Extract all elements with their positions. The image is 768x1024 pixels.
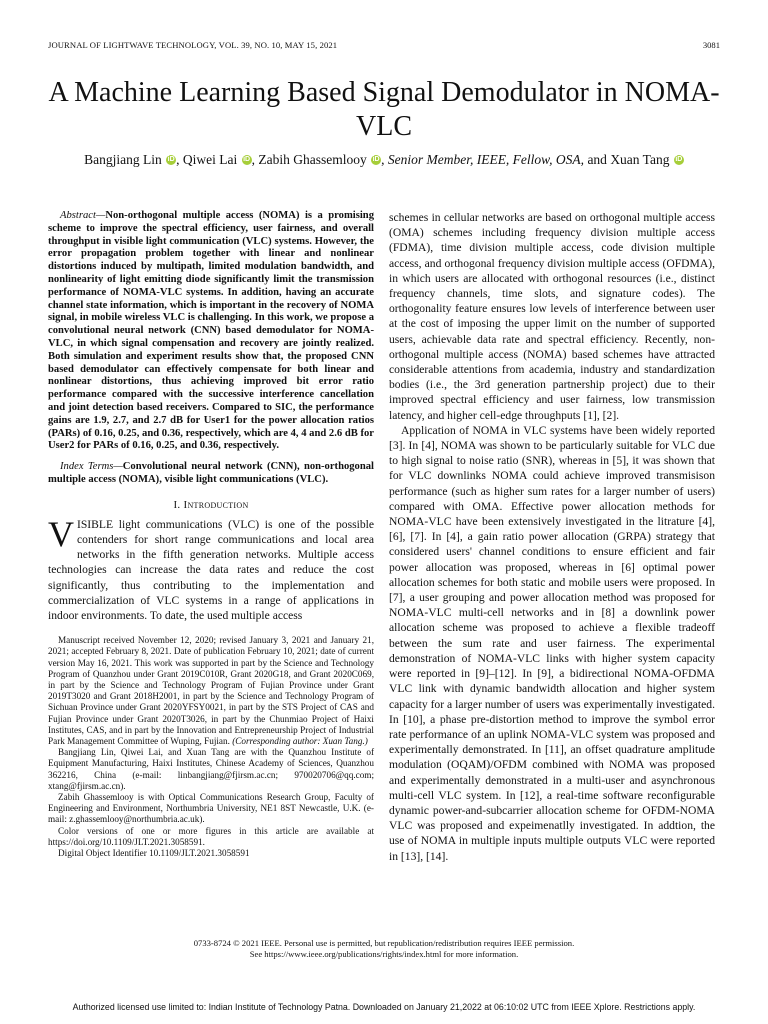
intro-paragraph [48,513,374,623]
section-number: I. [173,498,181,511]
rights-link-line: See https://www.ieee.org/publications/rights/index.html for more information. [249,949,519,959]
orcid-icon[interactable]: iD [675,156,683,163]
footnote-affiliation-2: Zabih Ghassemlooy is with Optical Communications Research Group, Faculty of Engineering and Environment, Northumbria University, NE1 8ST Newcastle, U.K. (e-mail: z.ghassemlooy@northumbria.ac.uk). [48,792,374,825]
intro-text: light communications (VLC) is one of the possible contenders for short range communications and local area networks in the fifth generation networks. Multiple access technologies can increase the data rates and reduce the cost significantly, thus contributing to the implementation and commercialization of VLC systems in a range of applications in indoor environments. To date, the used multiple access [48,517,374,622]
footnote-doi: Digital Object Identifier 10.1109/JLT.2021.3058591 [58,848,250,859]
author-name: Qiwei Lai [182,152,238,167]
abstract-text: Non-orthogonal multiple access (NOMA) is a promising scheme to improve the spectral efficiency, user fairness, and overall throughput in visible light communication (VLC) systems. However, the error propagation problem together with linear and nonlinear distortions induced by multipath, limited modulation bandwidth, and nonlinearity of light emitting diode significantly limit the transmission performance of NOMA-VLC systems. In addition, having an accurate channel state information, which is important in the recovery of NOMA signal, in mobile wireless VLC is challenging. In this work, we propose a convolutional neural network (CNN) based demodulator for NOMA-VLC, in which signal compensation and recovery are jointly realized. Both simulation and experiment results show that, the proposed CNN based demodulator can effectively compensate for both linear and nonlinear distortions, thus achieving improved bit error ratio performance compared with the successive interference cancellation and joint detection based receivers. Compared to SIC, the performance gains are 1.9, 2.7, and 2.7 dB for User1 for the power allocation ratios (PARs) of 0.16, 0.25, and 0.36, respectively, which are 4, 4 and 2.6 dB for User2 for PARs of 0.16, 0.25, and 0.36, respectively. [48,210,374,452]
body-paragraph: schemes in cellular networks are based on orthogonal multiple access (OMA) schemes including frequency division multiple access (FDMA), time division multiple access, code division multiple access, and orthogonal frequency division multiple access (OFDMA), in which users are allocated with orthogonal resources (i.e., distinct frequency channels, time slots, and signature codes). The orthogonality feature ensures low levels of interference between user at the cost of imposing the upper limit on the number of supported users, achievable data rate and spectral efficiency. Recently, non-orthogonal multiple access (NOMA) based schemes have attracted considerable attentions from academia, industry and standardization bodies (i.e., the 3rd generation partnership project) due to their improved spectral efficiency and user fairness, low transmission latency, and higher cell-edge throughputs [1], [2]. [389,211,715,422]
orcid-icon[interactable]: iD [167,156,175,163]
index-terms-text: Convolutional neural network (CNN), non-orthogonal multiple access (NOMA), visible light communications (VLC). [48,461,374,485]
intro-first-word: ISIBLE [77,517,114,531]
footnote-text: Manuscript received November 12, 2020; revised January 3, 2021 and January 21, 2021; accepted February 8, 2021. Date of publication February 10, 2021; date of current version May 16, 2021. This work was supported in part by the Science and Technology Program of Quanzhou under Grant 2019C010R, Grant 2020G18, and Grant 2020C069, in part by the Science and Technology Program of Fujian Province under Grant 2019T3020 and Grant 2018H2001, in part by the Science and Technology Program of Sichuan Province under Grant 2020YFSY0021, in part by the STS Project of CAS and Fujian Province under Grant 2020T3026, in part by the Chunmiao Project of Haixi Institutes, CAS, and in part by the Innovation and Entrepreneurship Project of Industrial Park Management Committee of Wuping, Fujian. [48,635,374,746]
footnote-manuscript [48,635,374,747]
paper-title: A Machine Learning Based Signal Demodulator in NOMA-VLC [48,77,720,142]
copyright-notice [40,938,728,960]
abstract-label: Abstract— [60,210,106,221]
body-paragraph: Application of NOMA in VLC systems have been widely reported [3]. In [4], NOMA was shown to be particularly suitable for VLC due to high signal to noise ratio (SNR), whereas in [5], it was shown that for VLC downlinks NOMA could achieve improved transmisison performance (such as higher sum rates for a larger number of users) compared with OMA. Effective power allocation methods for NOMA-VLC have been extensively investigated in the litrature [4], [6], [7]. In [4], a gain ratio power allocation (GRPA) strategy that considered users' channel conditions to ensure efficient and fair power allocation was proposed, whereas in [6] optimal power allocation schemes for both static and mobile users were proposed. In [7], a user grouping and power allocation method was proposed for NOMA-VLC multi-cell networks and in [8] a downlink power allocation scheme was proposed to achieve a flexible tradeoff between the sum rate and user fairness. The experimental demonstration of NOMA-VLC links with higher system capacity were reported in [9]–[12]. In [9], a bidirectional NOMA-OFDMA VLC link with dynamic bandwidth allocation and higher system capacity for a larger number of users was experimentally investigated. In [10], a phase pre-distortion method to improve the symbol error rate performance of an uplink NOMA-VLC system was proposed and experimentally demonstrated. In [11], an offset quadrature amplitude modulation (OQAM)/OFDM combined with NOMA was proposed and experimentally demonstrated in a multi-user and asynchronous multi-cell VLC system. In [12], a real-time software reconfigurable dynamic power-and-subcarrier allocation scheme for OFDM-NOMA VLC was proposed and expeimenatlly investigated. In addtion, the use of NOMA in multiple inputs multiple outputs VLC were reported in [13], [14]. [389,423,715,863]
author-conjunction: and [587,152,607,167]
index-terms-label: Index Terms— [60,461,123,473]
author-membership: Senior Member, IEEE, Fellow, OSA, [387,152,585,167]
page-number: 3081 [702,40,720,50]
author-list: Bangjiang Lin iD , Qiwei Lai iD , Zabih Ghassemlooy iD , Senior Member, IEEE, Fellow, OSA, and Xuan Tang iD [84,152,683,167]
author-name: Xuan Tang [610,152,670,167]
abstract [48,210,374,453]
orcid-icon[interactable]: iD [372,156,380,163]
corresponding-author: (Corresponding author: Xuan Tang.) [232,735,368,746]
footnotes [48,635,374,859]
section-heading [48,499,374,511]
copyright-line: 0733-8724 © 2021 IEEE. Personal use is permitted, but republication/redistribution requires IEEE permission. [193,938,575,948]
footnote-color-versions: Color versions of one or more figures in this article are available at https://doi.org/10.1109/JLT.2021.3058591. [48,825,374,847]
drop-cap: V [48,513,74,554]
author-name: Bangjiang Lin [84,152,162,167]
index-terms [48,461,374,487]
license-footer: Authorized licensed use limited to: Indian Institute of Technology Patna. Downloaded on January 21,2022 at 06:10:02 UTC from IEEE Xplore. Restrictions apply. [72,1002,696,1012]
footnote-affiliation-1: Bangjiang Lin, Qiwei Lai, and Xuan Tang are with the Quanzhou Institute of Equipment Manufacturing, Haixi Institutes, Chinese Academy of Sciences, Quanzhou 362216, China (e-mail: linbangjiang@fjirsm.ac.cn; 970020706@qq.com; xtang@fjirsm.ac.cn). [48,747,374,791]
orcid-icon[interactable]: iD [243,156,251,163]
left-column [48,210,374,859]
running-header-journal: JOURNAL OF LIGHTWAVE TECHNOLOGY, VOL. 39, NO. 10, MAY 15, 2021 [48,40,338,50]
author-name: Zabih Ghassemlooy [258,152,367,167]
right-column [389,210,715,864]
section-title: Introduction [183,498,249,511]
